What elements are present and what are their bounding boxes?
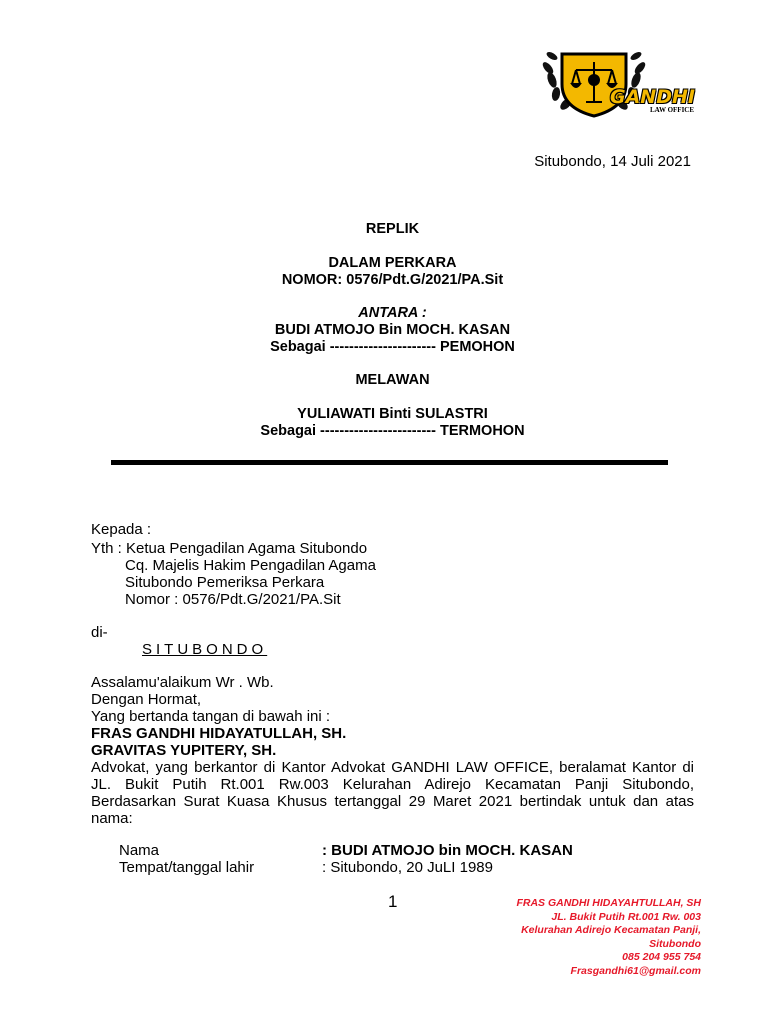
footer-phone: 085 204 955 754	[622, 951, 701, 964]
identity-value-birth: : Situbondo, 20 JuLI 1989	[322, 859, 493, 876]
letter-date: Situbondo, 14 Juli 2021	[534, 153, 691, 170]
footer-address-1: JL. Bukit Putih Rt.001 Rw. 003	[551, 910, 701, 923]
recipient-line-3: Situbondo Pemeriksa Perkara	[125, 574, 325, 591]
versus-label: MELAWAN	[355, 372, 430, 388]
identity-value-birth-text: Situbondo, 20 JuLI 1989	[330, 859, 493, 876]
recipient-city: SITUBONDO	[142, 641, 268, 658]
case-number: NOMOR: 0576/Pdt.G/2021/PA.Sit	[281, 272, 504, 288]
recipient-line-1: Yth : Ketua Pengadilan Agama Situbondo	[91, 540, 368, 557]
at-label: di-	[91, 624, 108, 641]
representation-paragraph: Advokat, yang berkantor di Kantor Advokat GANDHI LAW OFFICE, beralamat Kantor di JL. Bukit Putih Rt.001 Rw.003 Kelurahan Adirejo Kecamatan Panji Situbondo, Berdasarkan Surat Kuasa Khusus tertanggal 29 Maret 2021 bertindak untuk dan atas nama:	[91, 759, 694, 827]
identity-value-name: : BUDI ATMOJO bin MOCH. KASAN	[322, 842, 573, 859]
logo-wordmark: GANDHI	[610, 86, 695, 108]
logo-subtitle: LAW OFFICE	[650, 106, 695, 114]
signed-line: Yang bertanda tangan di bawah ini :	[91, 708, 331, 725]
respect-line: Dengan Hormat,	[91, 691, 202, 708]
petitioner-role: Sebagai ---------------------- PEMOHON	[270, 339, 515, 355]
footer-name: FRAS GANDHI HIDAYAHTULLAH, SH	[516, 897, 701, 909]
identity-label-birth: Tempat/tanggal lahir	[119, 859, 255, 876]
between-label: ANTARA :	[358, 305, 427, 321]
greeting: Assalamu'alaikum Wr . Wb.	[91, 674, 274, 691]
page-number: 1	[388, 892, 398, 911]
identity-label-name: Nama	[119, 842, 160, 859]
respondent-name: YULIAWATI Binti SULASTRI	[297, 406, 488, 422]
lawyer-name-1: FRAS GANDHI HIDAYATULLAH, SH.	[91, 725, 347, 742]
recipient-line-2: Cq. Majelis Hakim Pengadilan Agama	[125, 557, 376, 574]
document-title: REPLIK	[365, 221, 420, 237]
footer-address-3: Situbondo	[649, 937, 701, 950]
to-label: Kepada :	[91, 521, 152, 538]
footer-address-2: Kelurahan Adirejo Kecamatan Panji,	[521, 924, 701, 937]
recipient-case-number: Nomor : 0576/Pdt.G/2021/PA.Sit	[125, 591, 341, 608]
heading-divider	[111, 460, 668, 465]
case-label: DALAM PERKARA	[328, 255, 457, 271]
footer-contact	[516, 897, 701, 979]
petitioner-name: BUDI ATMOJO Bin MOCH. KASAN	[274, 322, 511, 338]
identity-value-name-text: BUDI ATMOJO bin MOCH. KASAN	[331, 842, 573, 859]
footer-email: Frasgandhi61@gmail.com	[570, 964, 701, 977]
respondent-role: Sebagai ------------------------ TERMOHON	[260, 423, 525, 439]
lawyer-name-2: GRAVITAS YUPITERY, SH.	[91, 742, 277, 759]
